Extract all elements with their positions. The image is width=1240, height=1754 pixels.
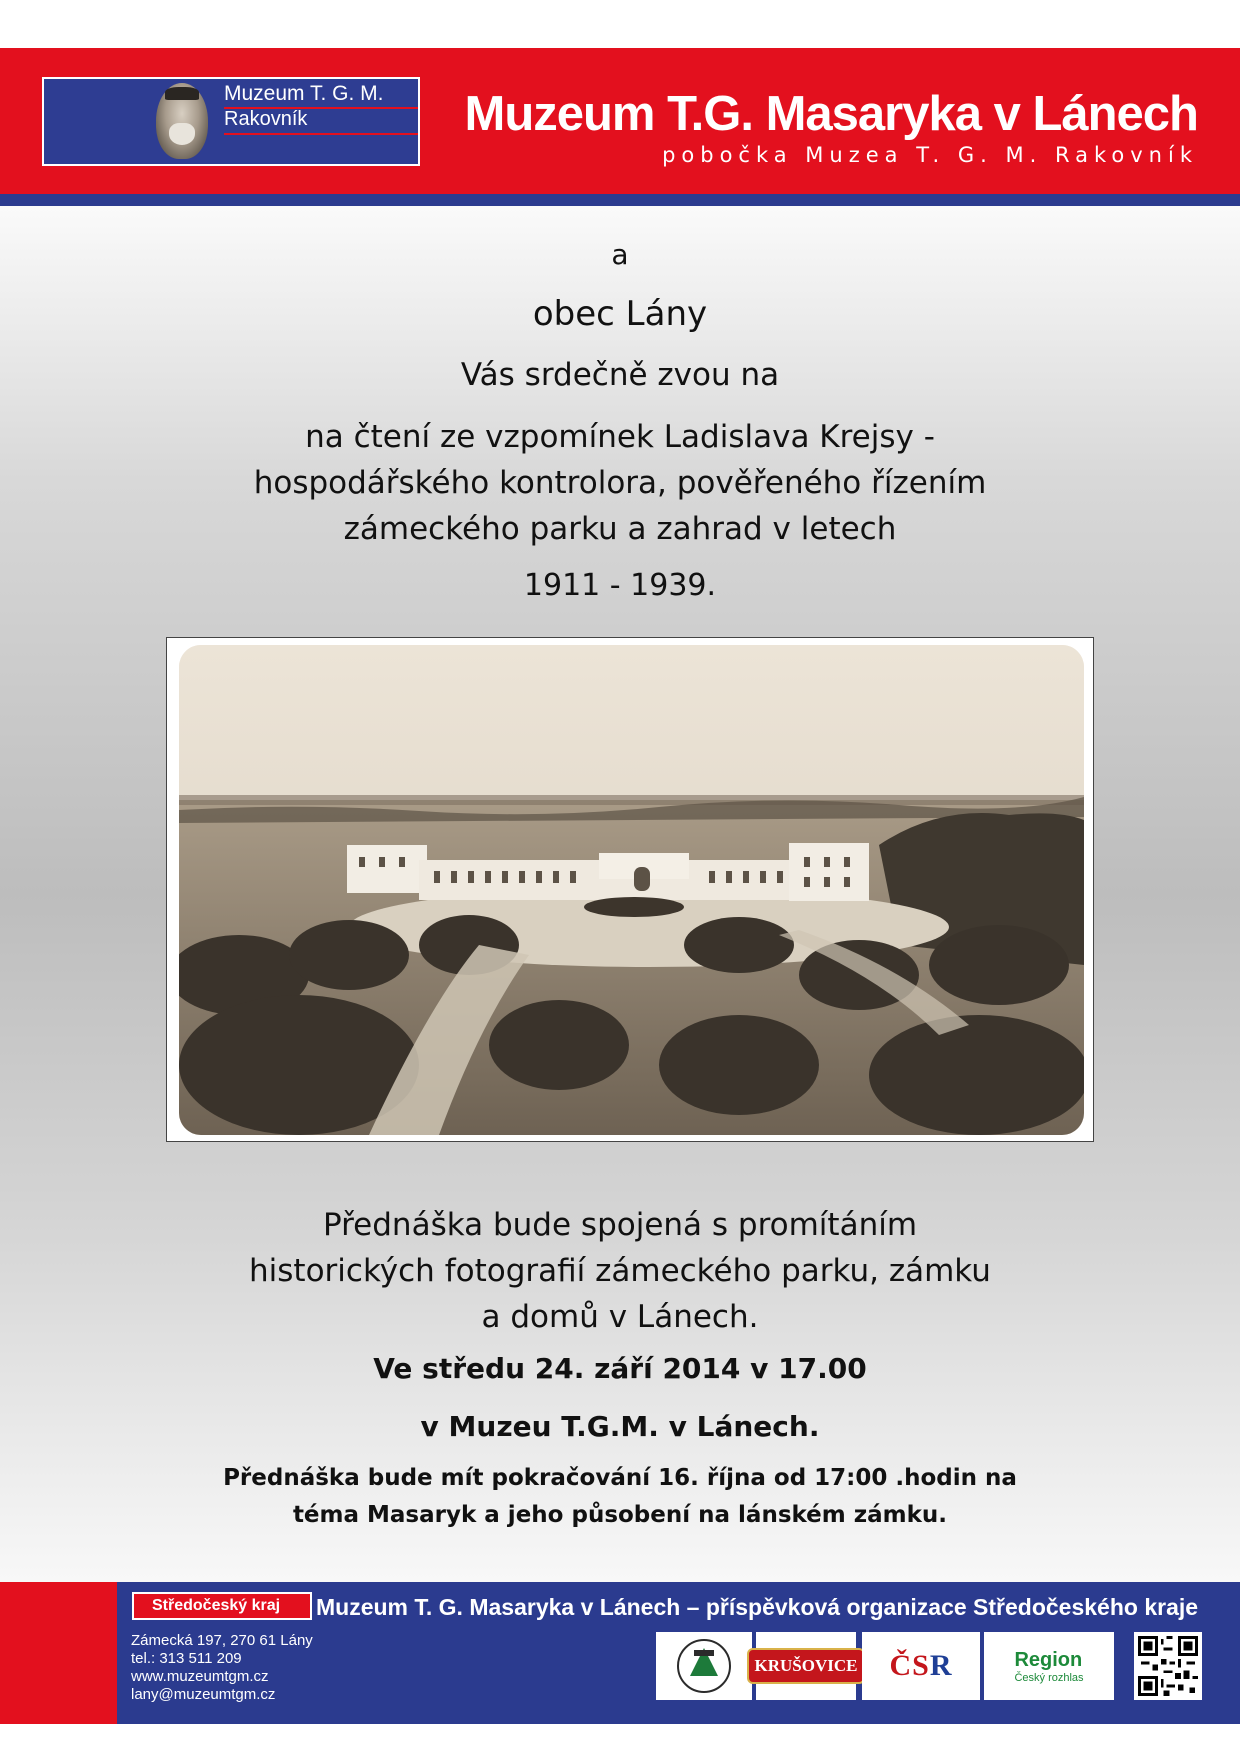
years-text: 1911 - 1939. — [523, 568, 717, 603]
region-name: Region — [1014, 1648, 1083, 1671]
header-stripe — [0, 194, 1240, 206]
photo-frame — [166, 637, 1094, 1142]
logo-line-1: Muzeum T. G. M. — [224, 82, 384, 105]
description-line: hospodářského kontrolora, pověřeného řízením — [253, 465, 987, 501]
header-subtitle: pobočka Muzea T. G. M. Rakovník — [662, 143, 1198, 167]
historical-chateau-photo — [179, 645, 1084, 1135]
krusovice-badge: KRUŠOVICE — [747, 1648, 866, 1684]
lecture-description — [0, 1202, 1240, 1340]
region-badge: Středočeský kraj — [132, 1592, 312, 1620]
qr-code-icon[interactable] — [1134, 1632, 1202, 1700]
continuation-line: téma Masaryk a jeho působení na lánském zámku. — [292, 1502, 948, 1528]
csr-wordmark-left: ČS — [889, 1649, 930, 1682]
sponsor-region-logo — [984, 1632, 1114, 1700]
event-date: Ve středu 24. září 2014 v 17.00 — [373, 1352, 867, 1385]
region-subtitle: Český rozhlas — [1014, 1671, 1084, 1684]
footer-red-block — [0, 1582, 117, 1724]
masaryk-portrait-icon — [156, 83, 208, 159]
sponsor-krusovice-logo — [756, 1632, 856, 1700]
header-title: Muzeum T.G. Masaryka v Lánech — [464, 87, 1198, 141]
logo-line-2: Rakovník — [224, 108, 308, 130]
lecture-line: Přednáška bude spojená s promítáním — [322, 1207, 918, 1243]
csr-wordmark — [889, 1649, 952, 1683]
contact-address: Zámecká 197, 270 61 Lány — [131, 1632, 313, 1649]
forest-emblem-icon — [674, 1636, 734, 1696]
lecture-line: historických fotografií zámeckého parku, zámku — [249, 1253, 991, 1289]
contact-website[interactable]: www.muzeumtgm.cz — [131, 1668, 269, 1685]
co-host-text: obec Lány — [532, 294, 708, 334]
description-line: zámeckého parku a zahrad v letech — [343, 511, 897, 547]
region-wordmark — [1014, 1649, 1083, 1684]
conjunction-text: a — [611, 238, 629, 271]
logo-rule-bottom — [224, 133, 418, 135]
sponsor-csr-logo — [862, 1632, 980, 1700]
description-line: na čtení ze vzpomínek Ladislava Krejsy - — [305, 419, 935, 455]
contact-phone: tel.: 313 511 209 — [131, 1650, 242, 1667]
event-description — [0, 414, 1240, 552]
sponsor-lesy-logo — [656, 1632, 752, 1700]
event-place: v Muzeu T.G.M. v Lánech. — [420, 1410, 820, 1443]
invite-text: Vás srdečně zvou na — [460, 357, 780, 393]
footer-title: Muzeum T. G. Masaryka v Lánech – příspěvková organizace Středočeského kraje — [316, 1594, 1199, 1620]
continuation-note — [0, 1460, 1240, 1534]
continuation-line: Přednáška bude mít pokračování 16. října od 17:00 .hodin na — [223, 1465, 1017, 1491]
contact-email[interactable]: lany@muzeumtgm.cz — [131, 1686, 276, 1703]
museum-logo — [42, 77, 420, 166]
lecture-line: a domů v Lánech. — [481, 1299, 759, 1335]
csr-wordmark-right: R — [929, 1649, 953, 1682]
